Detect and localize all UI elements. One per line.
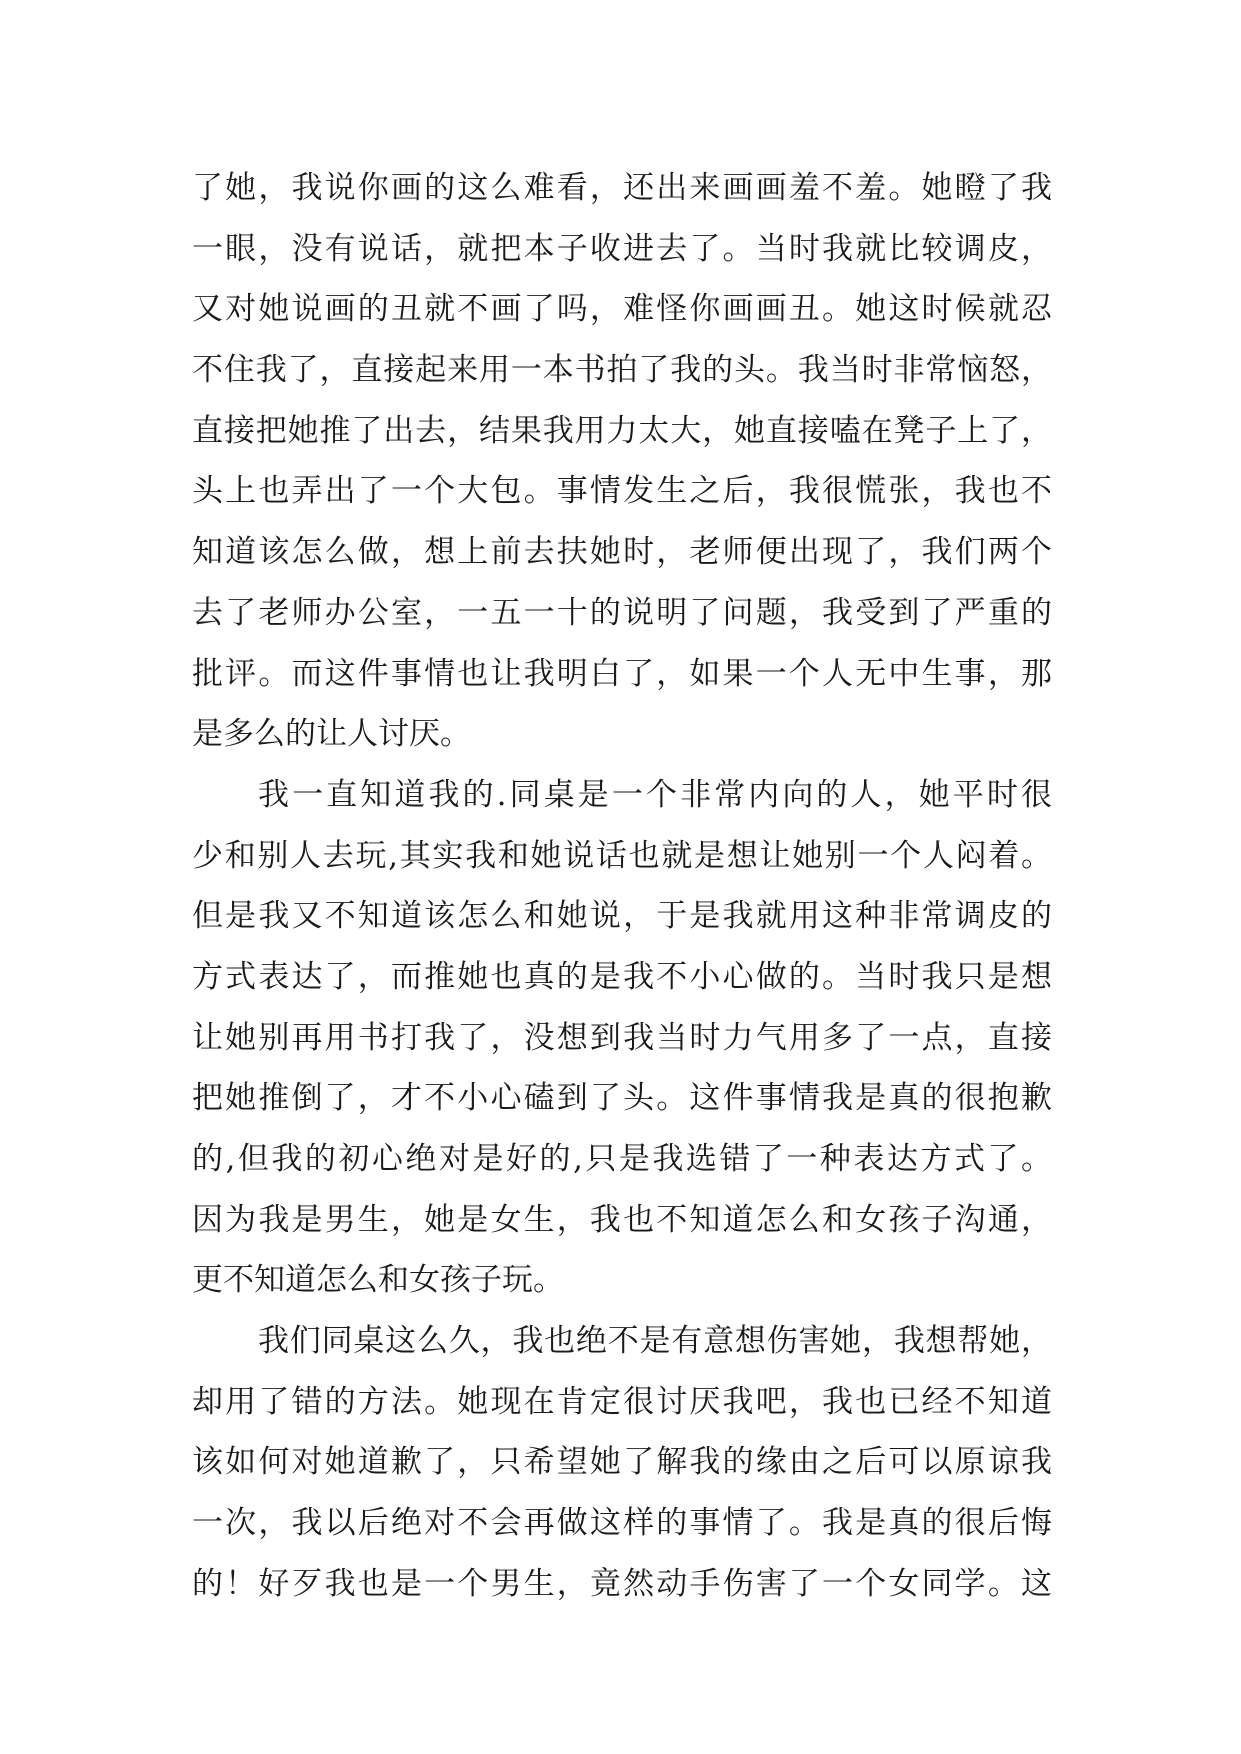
paragraph-first-line: 我们同桌这么久，我也绝不是有意想伤害她，我想帮她，: [258, 1323, 1052, 1360]
text-line: 了她，我说你画的这么难看，还出来画画羞不羞。她瞪了我: [192, 170, 1052, 206]
text-line: 去了老师办公室，一五一十的说明了问题，我受到了严重的: [192, 594, 1052, 631]
text-line: 是多么的让人讨厌。: [192, 716, 471, 753]
text-line: 该如何对她道歉了，只希望她了解我的缘由之后可以原谅我: [192, 1444, 1052, 1481]
text-line: 知道该怎么做，想上前去扶她时，老师便出现了，我们两个: [192, 534, 1052, 571]
text-line: 一眼，没有说话，就把本子收进去了。当时我就比较调皮，: [192, 230, 1052, 267]
text-line: 的！好歹我也是一个男生，竟然动手伤害了一个女同学。这: [192, 1565, 1052, 1602]
text-line: 一次，我以后绝对不会再做这样的事情了。我是真的很后悔: [192, 1505, 1052, 1542]
text-line: 又对她说画的丑就不画了吗，难怪你画画丑。她这时候就忍: [192, 291, 1052, 328]
text-line: 把她推倒了，才不小心磕到了头。这件事情我是真的很抱歉: [192, 1080, 1052, 1117]
text-line: 批评。而这件事情也让我明白了，如果一个人无中生事，那: [192, 655, 1052, 692]
text-line: 却用了错的方法。她现在肯定很讨厌我吧，我也已经不知道: [192, 1383, 1052, 1420]
text-line: 头上也弄出了一个大包。事情发生之后，我很慌张，我也不: [192, 473, 1052, 510]
text-line: 因为我是男生，她是女生，我也不知道怎么和女孩子沟通，: [192, 1201, 1052, 1238]
text-line: 不住我了，直接起来用一本书拍了我的头。我当时非常恼怒，: [192, 352, 1052, 389]
text-line: 少和别人去玩,其实我和她说话也就是想让她别一个人闷着。: [192, 837, 1052, 874]
text-line: 方式表达了，而推她也真的是我不小心做的。当时我只是想: [192, 958, 1052, 995]
text-line: 的,但我的初心绝对是好的,只是我选错了一种表达方式了。: [192, 1141, 1052, 1177]
paragraph-first-line: 我一直知道我的.同桌是一个非常内向的人，她平时很: [258, 776, 1052, 813]
text-line: 直接把她推了出去，结果我用力太大，她直接嗑在凳子上了，: [192, 412, 1052, 449]
text-line: 让她别再用书打我了，没想到我当时力气用多了一点，直接: [192, 1019, 1052, 1056]
body-text: [192, 158, 1052, 1615]
text-line: 更不知道怎么和女孩子玩。: [192, 1262, 564, 1299]
text-line: 但是我又不知道该怎么和她说，于是我就用这种非常调皮的: [192, 898, 1052, 935]
